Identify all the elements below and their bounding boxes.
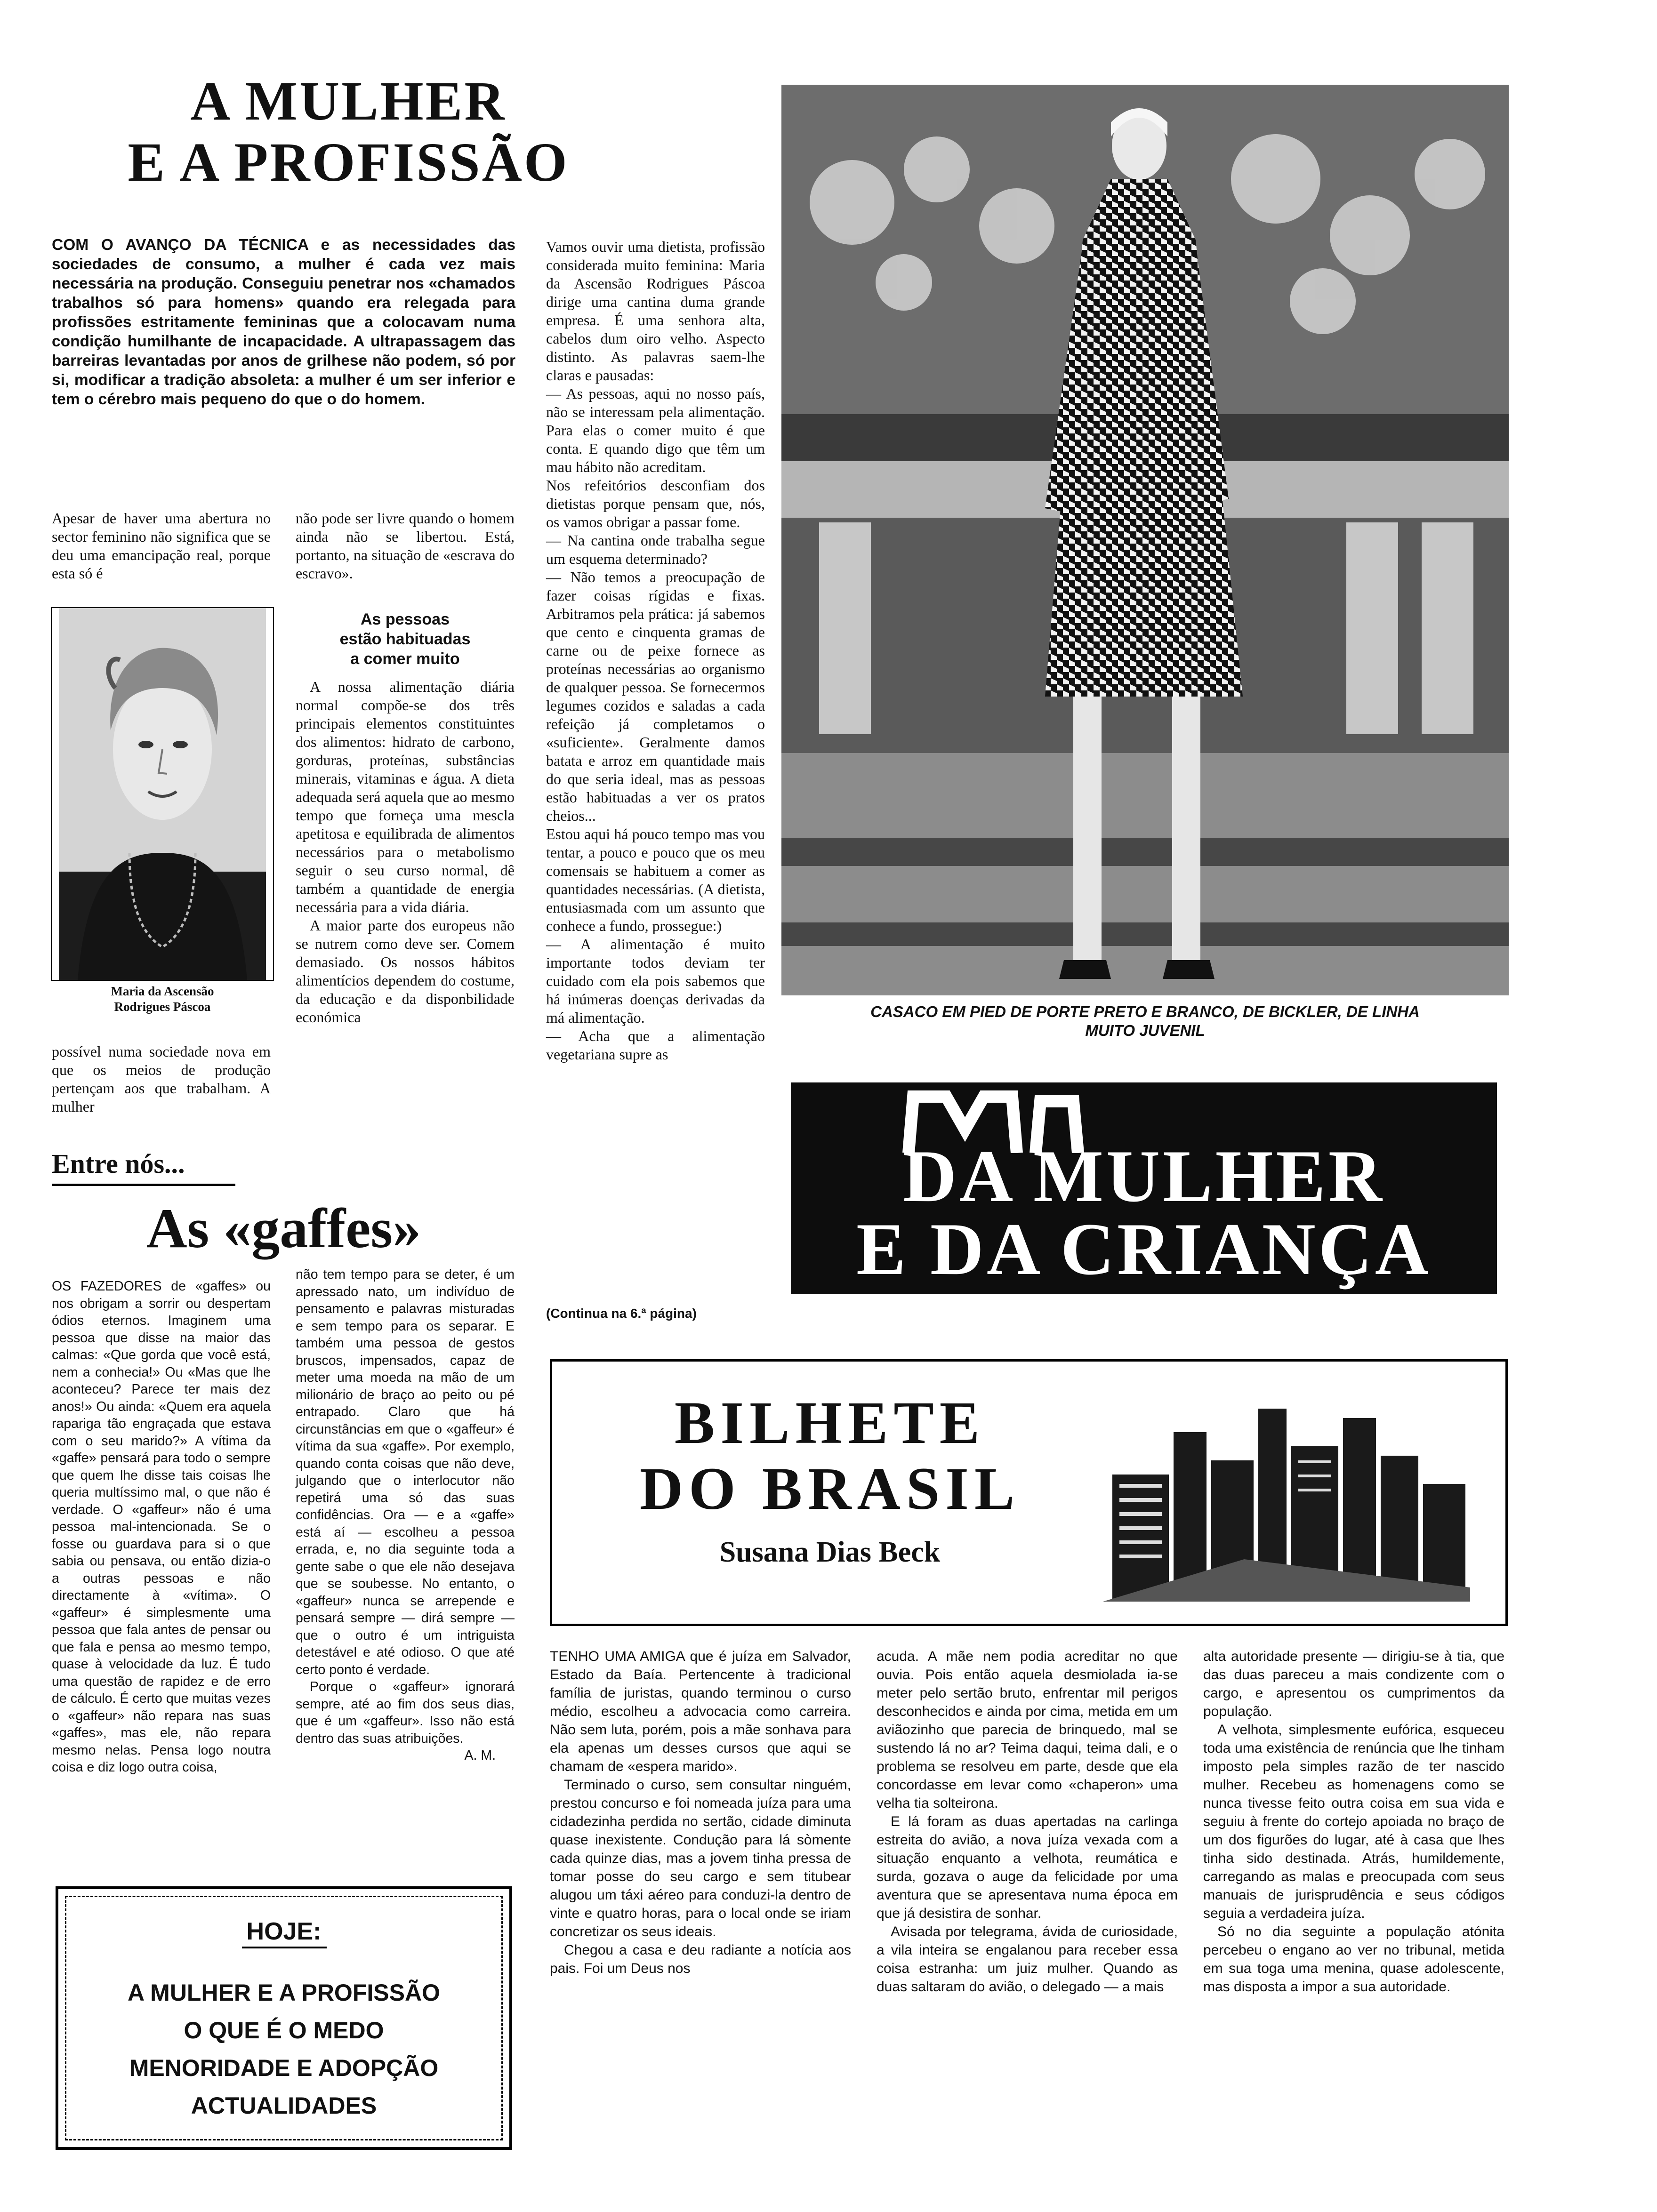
bilhete-title-line1: BILHETE bbox=[674, 1389, 986, 1456]
article-col3-p8: — Acha que a alimentação vegetariana supre as bbox=[546, 1027, 765, 1063]
subhead-line3: a comer muito bbox=[350, 650, 460, 668]
bilhete-col3-p1: alta autoridade presente — dirigiu-se à tia, que das duas pareceu a mais condizente com o cargo, e apresentou os cumprimentos da população. bbox=[1203, 1649, 1504, 1719]
article-col1-bottom: possível numa sociedade nova em que os meios de produção pertençam aos que trabalham. A mulher bbox=[52, 1043, 271, 1115]
today-heading-underline bbox=[242, 1947, 327, 1948]
bilhete-col1-p3: Chegou a casa e deu radiante a notícia aos pais. Foi um Deus nos bbox=[550, 1942, 851, 1976]
article-col3-p7: — A alimentação é muito importante todos deviam ter cuidado com ela pois sabemos que há inúmeras doenças derivadas da má alimentação. bbox=[546, 936, 765, 1026]
today-item-1: A MULHER E A PROFISSÃO bbox=[128, 1980, 440, 2006]
gaffes-kicker-underline bbox=[52, 1184, 235, 1186]
bilhete-col3-p2: A velhota, simplesmente eufórica, esqueceu toda uma existência de renúncia que lhe tinham imposto pela simples razão de ter nascido mulher. Recebeu as homenagens como se nunca tivesse feito outra coisa em sua vida e seguiu à frente do cortejo apoiada no braço de um dos figurões do lugar, até à casa que lhes tinha sido destinada. Atrás, humildemente, carregando as malas e preocupada com seus manuais de jurisprudência e seus códigos seguia a verdadeira juíza. bbox=[1203, 1722, 1504, 1921]
continued-note: (Continua na 6.ª página) bbox=[546, 1306, 697, 1321]
fashion-caption bbox=[781, 1002, 1509, 1040]
portrait-photo bbox=[59, 608, 266, 980]
today-heading: HOJE: bbox=[246, 1918, 322, 1945]
today-box bbox=[56, 1886, 512, 2150]
bilhete-box bbox=[550, 1359, 1508, 1626]
bilhete-col1 bbox=[550, 1647, 851, 1978]
section-banner-line1: DA MULHER bbox=[903, 1135, 1385, 1218]
section-banner-line2: E DA CRIANÇA bbox=[856, 1208, 1432, 1290]
fashion-photo bbox=[781, 85, 1509, 995]
article-col1-top: Apesar de haver uma abertura no sector feminino não significa que se deu uma emancipação real, porque esta só é bbox=[52, 510, 271, 582]
bilhete-col1-p2: Terminado o curso, sem consultar ninguém, prestou concurso e foi nomeada juíza para uma cidadezinha perdida no sertão, cidade diminuta quase inexistente. Condução para lá sòmente cada quinze dias, mas a jovem tinha pressa de tomar posse do seu cargo e sem titubear alugou um táxi aéreo para conduzi-la dentro de vinte e quatro horas, para o local onde se iriam concretizar os seus ideais. bbox=[550, 1777, 851, 1940]
bilhete-col3 bbox=[1203, 1647, 1504, 1996]
headline-line1: A MULHER bbox=[190, 70, 507, 132]
subhead-line2: estão habituadas bbox=[339, 630, 471, 648]
fashion-photo-image bbox=[781, 85, 1509, 995]
gaffes-title: As «gaffes» bbox=[146, 1197, 421, 1259]
city-skyline-image bbox=[1103, 1390, 1470, 1602]
bilhete-col2 bbox=[877, 1647, 1178, 1996]
article-col3 bbox=[546, 238, 765, 1064]
bilhete-col2-p3: Avisada por telegrama, ávida de curiosidade, a vila inteira se engalanou para receber essa coisa estranha: um juiz mulher. Quando as duas saltaram do avião, o delegado — a mais bbox=[877, 1924, 1178, 1995]
headline-line2: E A PROFISSÃO bbox=[128, 131, 569, 193]
article-col3-p6: Estou aqui há pouco tempo mas vou tentar, a pouco e pouco que os meu comensais se habituem a comer as quantidades necessárias. (A dietista, entusiasmada com um assunto que conhece a fundo, prossegue:) bbox=[546, 825, 765, 934]
bilhete-author: Susana Dias Beck bbox=[719, 1536, 941, 1568]
article-col3-p2: — As pessoas, aqui no nosso país, não se interessam pela alimentação. Para elas o comer muito é que conta. E quando digo que têm um mau hábito não acreditam. bbox=[546, 385, 765, 475]
article-lead-text: e as necessidades das sociedades de consumo, a mulher é cada vez mais necessária na produção. Conseguiu penetrar nos «chamados trabalhos só para homens» quando era relegada para profissões estritamente femininas que a colocavam numa condição humilhante de incapacidade. A ultrapassagem das barreiras levantadas por anos de grilhese não podem, só por si, modificar a tradição absoleta: a mulher é um ser inferior e tem o cérebro mais pequeno do que o do homem. bbox=[52, 236, 516, 408]
subhead bbox=[296, 609, 515, 669]
portrait-caption-line1: Maria da Ascensão bbox=[111, 984, 214, 998]
fashion-caption-line2: MUITO JUVENIL bbox=[1085, 1022, 1205, 1039]
article-col2-body bbox=[296, 678, 515, 1026]
today-item-4: ACTUALIDADES bbox=[191, 2092, 377, 2119]
section-banner bbox=[791, 1082, 1497, 1294]
gaffes-col2-p1: não tem tempo para se deter, é um apressado nato, um indivíduo de pensamento e palavras misturadas e sem tempo para os separar. E também uma pessoa de gestos bruscos, impensados, capaz de meter uma moeda na mão de um milionário de braço ao peito ou pé entrapado. Claro que há circunstâncias em que o «gaffeur» é vítima da sua «gaffe». Por exemplo, quando conta coisas que não deve, julgando que o interlocutor não repetirá uma só das suas confidências. Ora — e a «gaffe» está aí — escolheu a pessoa errada, e, no dia seguinte toda a gente sabe o que ele não desejava que se soubesse. No entanto, o «gaffeur» nunca se arrepende e pensará sempre — dirá sempre — que o outro é um intriguista detestável e até odioso. O que até certo ponto é verdade. bbox=[296, 1267, 515, 1677]
portrait-caption bbox=[52, 984, 273, 1015]
fashion-caption-line1: CASACO EM PIED DE PORTE PRETO E BRANCO, DE BICKLER, DE LINHA bbox=[870, 1003, 1420, 1020]
article-col3-p3: Nos refeitórios desconfiam dos dietistas porque pensam que, nós, os vamos obrigar a passar fome. bbox=[546, 477, 765, 530]
gaffes-kicker: Entre nós... bbox=[52, 1148, 185, 1179]
article-col2-p1: A nossa alimentação diária normal compõe-se dos três principais elementos constituintes dos alimentos: hidrato de carbono, gorduras, proteínas, substâncias minerais, vitaminas e água. A dieta adequada será aquela que ao mesmo tempo que forneça uma mescla apetitosa e equilibrada de alimentos necessários para o metabolismo seguir o seu curso normal, dê também a quantidade de energia necessária para a vida diária. bbox=[296, 678, 515, 915]
bilhete-col3-p3: Só no dia seguinte a população atónita percebeu o engano ao ver no tribunal, metida em sua toga uma menina, quase adolescente, mas disposta a impor a sua autoridade. bbox=[1203, 1924, 1504, 1995]
gaffes-col1: OS FAZEDORES de «gaffes» ou nos obrigam a sorrir ou despertam ódios eternos. Imaginem uma pessoa que disse na maior das calmas: «Que gorda que você está, nem a conhecia!» Ou «Mas que lhe aconteceu? Parece ter mais dez anos!» Ou ainda: «Quem era aquela rapariga tão engraçada que estava com o seu marido?» A vítima da «gaffe» pensará para todo o sempre que quem lhe disse tais coisas lhe queria multíssimo mal, o que não é verdade. O «gaffeur» não é uma pessoa mal-intencionada. Se o fosse ou guardava para si o que sabia ou pensava, ou então dizia-o a outras pessoas e não directamente à «vítima». O «gaffeur» é simplesmente uma pessoa que fala antes de pensar ou que fala e pensa ao mesmo tempo, quase à velocidade da luz. É tudo uma questão de rapidez e de erro de cálculo. É certo que muitas vezes o «gaffeur» não repara nas suas «gaffes», mas ele, não repara mesmo nelas. Pensa logo noutra coisa e diz logo outra coisa, bbox=[52, 1279, 271, 1775]
headline-block bbox=[118, 71, 579, 193]
bilhete-col2-p1: acuda. A mãe nem podia acreditar no que ouvia. Pois então aquela desmiolada ia-se meter pelo sertão bruto, enfrentar mil perigos desconhecidos e ainda por cima, metida em um aviãozinho que parecia de brinquedo, mal se sustendo lá no ar? Teima daqui, teima dali, e o problema se resolveu em parte, desde que ela concordasse em levar como «chaperon» uma velha tia solteirona. bbox=[877, 1649, 1178, 1811]
gaffes-col2 bbox=[296, 1266, 515, 1764]
bilhete-col1-p1: TENHO UMA AMIGA que é juíza em Salvador, Estado da Baía. Pertencente à tradicional família de juristas, quando terminou o curso médio, escolheu a advocacia como carreira. Não sem luta, porém, pois a mãe sonhava para ela apenas um desses cursos que aqui se chamam de «espera marido». bbox=[550, 1649, 851, 1774]
article-col3-p1: Vamos ouvir uma dietista, profissão considerada muito feminina: Maria da Ascensão Rodrigues Páscoa dirige uma cantina duma grande empresa. É uma senhora alta, cabelos dum oiro velho. Aspecto distinto. As palavras saem-lhe claras e pausadas: bbox=[546, 238, 765, 384]
today-item-3: MENORIDADE E ADOPÇÃO bbox=[129, 2055, 439, 2081]
subhead-line1: As pessoas bbox=[361, 610, 450, 628]
gaffes-col2-p2: Porque o «gaffeur» ignorará sempre, até ao fim dos seus dias, que é um «gaffeur». Isso não está dentro das suas atribuições. bbox=[296, 1679, 515, 1746]
article-col3-p4: — Na cantina onde trabalha segue um esquema determinado? bbox=[546, 532, 765, 567]
article-col2-top: não pode ser livre quando o homem ainda não se libertou. Está, portanto, na situação de «escrava do escravo». bbox=[296, 510, 515, 582]
today-item-2: O QUE É O MEDO bbox=[184, 2017, 384, 2044]
article-lead-caps: COM O AVANÇO DA TÉCNICA bbox=[52, 236, 308, 254]
portrait-frame bbox=[51, 607, 274, 981]
article-col2-p2: A maior parte dos europeus não se nutrem como deve ser. Comem demasiado. Os nossos hábitos alimentícios dependem do costume, da educação e da disponbilidade económica bbox=[296, 917, 515, 1026]
bilhete-title-line2: DO BRASIL bbox=[639, 1455, 1021, 1522]
article-col3-p5: — Não temos a preocupação de fazer coisas rígidas e fixas. Arbitramos pela prática: já sabemos que cento e cinquenta gramas de carne ou de peixe fornece as proteínas necessárias ao organismo de qualquer pessoa. Se fornecermos legumes cozidos e saladas a cada refeição já completamos o «suficiente». Geralmente damos batata e arroz em quantidade mais do que seria ideal, mas as pessoas estão habituadas a ver os pratos cheios... bbox=[546, 569, 765, 824]
article-lead bbox=[52, 235, 515, 409]
gaffes-signature: A. M. bbox=[464, 1748, 496, 1763]
bilhete-col2-p2: E lá foram as duas apertadas na carlinga estreita do avião, a nova juíza vexada com a situação enquanto a velhota, reumática e surda, gozava o auge da felicidade por uma aventura que se apresentava numa época em que já desistira de sonhar. bbox=[877, 1814, 1178, 1921]
portrait-caption-line2: Rodrigues Páscoa bbox=[114, 1000, 211, 1014]
